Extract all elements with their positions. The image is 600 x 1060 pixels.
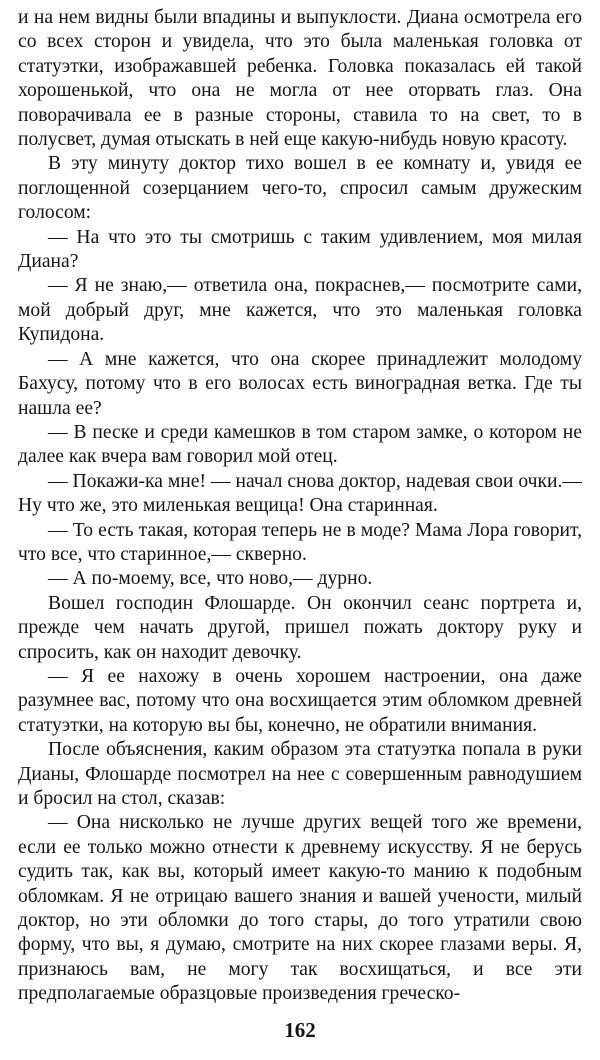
- paragraph-continuation: и на нем видны были впадины и выпуклости. Диана осмотрела его со всех сторон и увидела, что это была маленькая головка от статуэтки, изображавшей ребенка. Головка показалась ей такой хорошенькой, что она не могла от нее оторвать глаз. Она поворачивала ее в разные стороны, ставила то на свет, то в полусвет, думая отыскать в ней еще какую-нибудь новую красоту.: [18, 7, 582, 151]
- dialogue-line: — В песке и среди камешков в том старом замке, о котором не далее как вчера вам говорил мой отец.: [18, 421, 582, 468]
- page-number: 162: [284, 1018, 316, 1042]
- dialogue-line: — А мне кажется, что она скорее принадлежит молодому Бахусу, потому что в его волосах есть виноградная ветка. Где ты нашла ее?: [18, 348, 582, 419]
- book-page-text: [18, 6, 582, 1056]
- dialogue-line: — То есть такая, которая теперь не в моде? Мама Лора говорит, что все, что старинное,— скверно.: [18, 519, 582, 565]
- dialogue-line: — Покажи-ка мне! — начал снова доктор, надевая свои очки.— Ну что же, это миленькая вещица! Она старинная.: [18, 470, 582, 517]
- dialogue-line: — Я ее нахожу в очень хорошем настроении, она даже разумнее вас, потому что она восхищается этим обломком древней статуэтки, на которую вы бы, конечно, не обратили внимания.: [18, 665, 582, 736]
- dialogue-line: — Я не знаю,— ответила она, покраснев,— посмотрите сами, мой добрый друг, мне кажется, что это маленькая головка Купидона.: [18, 275, 582, 346]
- paragraph: Вошел господин Флошарде. Он окончил сеанс портрета и, прежде чем начать другой, пришел пожать доктору руку и спросить, как он находит девочку.: [18, 592, 582, 663]
- paragraph: После объяснения, каким образом эта статуэтка попала в руки Дианы, Флошарде посмотрел на нее с совершенным равнодушием и бросил на стол, сказав:: [18, 739, 582, 809]
- dialogue-line: — А по-моему, все, что ново,— дурно.: [48, 568, 373, 590]
- dialogue-line: — На что это ты смотришь с таким удивлением, моя милая Диана?: [18, 226, 582, 273]
- paragraph: В эту минуту доктор тихо вошел в ее комнату и, увидя ее поглощенной созерцанием чего-то, спросил самым дружеским голосом:: [18, 153, 582, 224]
- dialogue-line: — Она нисколько не лучше других вещей того же времени, если ее только можно отнести к древнему искусству. Я не берусь судить так, как вы, который имеет какую-то манию к подобным обломкам. Я не отрицаю вашего знания и вашей учености, милый доктор, но эти обломки до того стары, до того утратили свою форму, что вы, я думаю, смотрите на них скорее глазами веры. Я, признаюсь вам, не могу так восхищаться, и все эти предполагаемые образцовые произведения греческо-: [18, 812, 582, 1005]
